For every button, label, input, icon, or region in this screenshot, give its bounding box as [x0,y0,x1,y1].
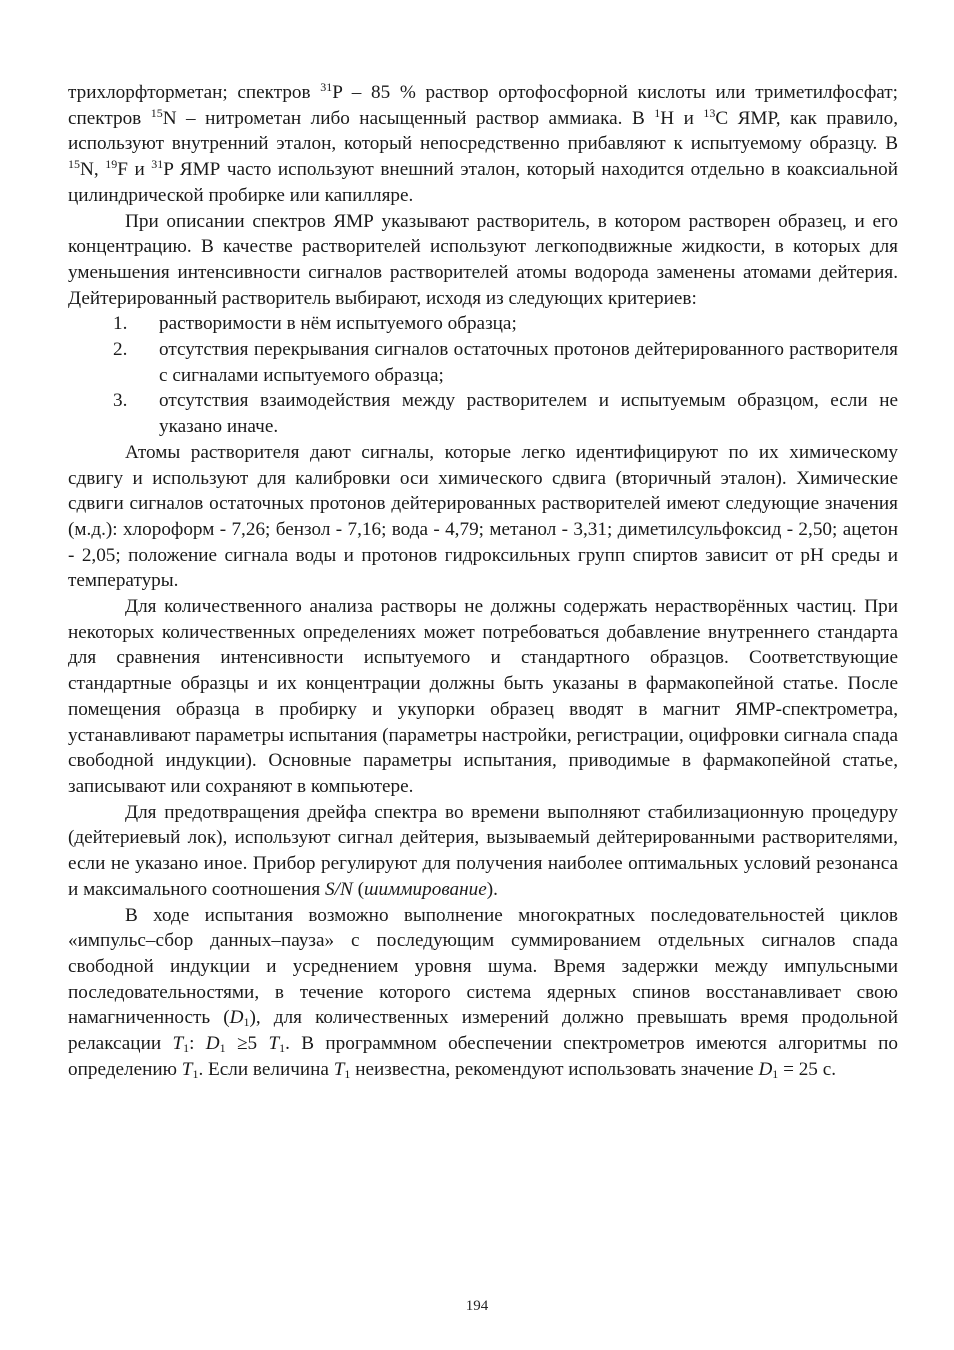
page-number: 194 [465,1298,489,1314]
paragraph-reference-standards: трихлорфторметан; спектров $^{31}$P – 85 % раствор ортофосфорной кислоты или триметилфосфат; спектров $^{15}$N – нитрометан либо насыщенный раствор аммиака. В $^1$H и $^{13}$C ЯМР, как правило, используют внутренний эталон, который непосредственно прибавляют к испытуемому образцу. В $^{15}$N, $^{19}$F и $^{31}$P ЯМР часто используют внешний эталон, который находится отдельно в коаксиальной цилиндрической пробирке или капилляре. [68,80,898,206]
paragraph-solvent: При описании спектров ЯМР указывают растворитель, в котором растворен образец, и его концентрацию. В качестве растворителей используют легкоподвижные жидкости, в которых для уменьшения интенсивности сигналов растворителей атомы водорода заменены атомами дейтерия. Дейтерированный растворитель выбирают, исходя из следующих критериев: [68,210,898,309]
list-item: 1. растворимости в нём испытуемого образца; [113,313,517,335]
paragraph-chemical-shifts: Атомы растворителя дают сигналы, которые легко идентифицируют по их химическому сдвигу и используют для калибровки оси химического сдвига (вторичный эталон). Химические сдвиги сигналов остаточных протонов дейтерированных растворителей имеют следующие значения (м.д.): хлороформ - 7,26; бензол - 7,16; вода - 4,79; метанол - 3,31; диметилсульфоксид - 2,50; ацетон - 2,05; положение сигнала воды и протонов гидроксильных групп спиртов зависит от pH среды и температуры. [68,441,898,592]
criteria-list [68,311,898,440]
paragraph-quantitative-analysis: Для количественного анализа растворы не должны содержать нерастворённых частиц. При некоторых количественных определениях может потребоваться добавление внутреннего стандарта для сравнения интенсивности испытуемого и стандартного образцов. Соответствующие стандартные образцы и их концентрации должны быть указаны в фармакопейной статье. После помещения образца в пробирку и укупорки образец вводят в магнит ЯМР-спектрометра, устанавливают параметры испытания (параметры настройки, регистрации, оцифровки сигнала спада свободной индукции). Основные параметры испытания, приводимые в фармакопейной статье, записывают или сохраняют в компьютере. [68,596,898,797]
list-item: 2. отсутствия перекрывания сигналов остаточных протонов дейтерированного растворителя с сигналами испытуемого образца; [113,339,898,386]
document-page [68,80,898,1082]
paragraph-relaxation: В ходе испытания возможно выполнение многократных последовательностей циклов «импульс–сбор данных–пауза» с последующим суммированием отдельных сигналов спада свободной индукции и усреднением уровня шума. Время задержки между импульсными последовательностями, в течение которого система ядерных спинов восстанавливает свою намагниченность $(D_1)$, для количественных измерений должно превышать время продольной релаксации $T_1$: $D_1 \ge 5$ $T_1$. В программном обеспечении спектрометров имеются алгоритмы по определению $T_1$. Если величина $T_1$ неизвестна, рекомендуют использовать значение $D_1 = 25$ с. [68,904,898,1081]
list-item: 3. отсутствия взаимодействия между растворителем и испытуемым образцом, если не указано иначе. [113,390,898,438]
paragraph-deuterium-lock: Для предотвращения дрейфа спектра во времени выполняют стабилизационную процедуру (дейтериевый лок), используют сигнал дейтерия, вызываемый дейтерированными растворителями, если не указано иное. Прибор регулируют для получения наиболее оптимальных условий резонанса и максимального соотношения S/N (шиммирование). [68,801,898,900]
